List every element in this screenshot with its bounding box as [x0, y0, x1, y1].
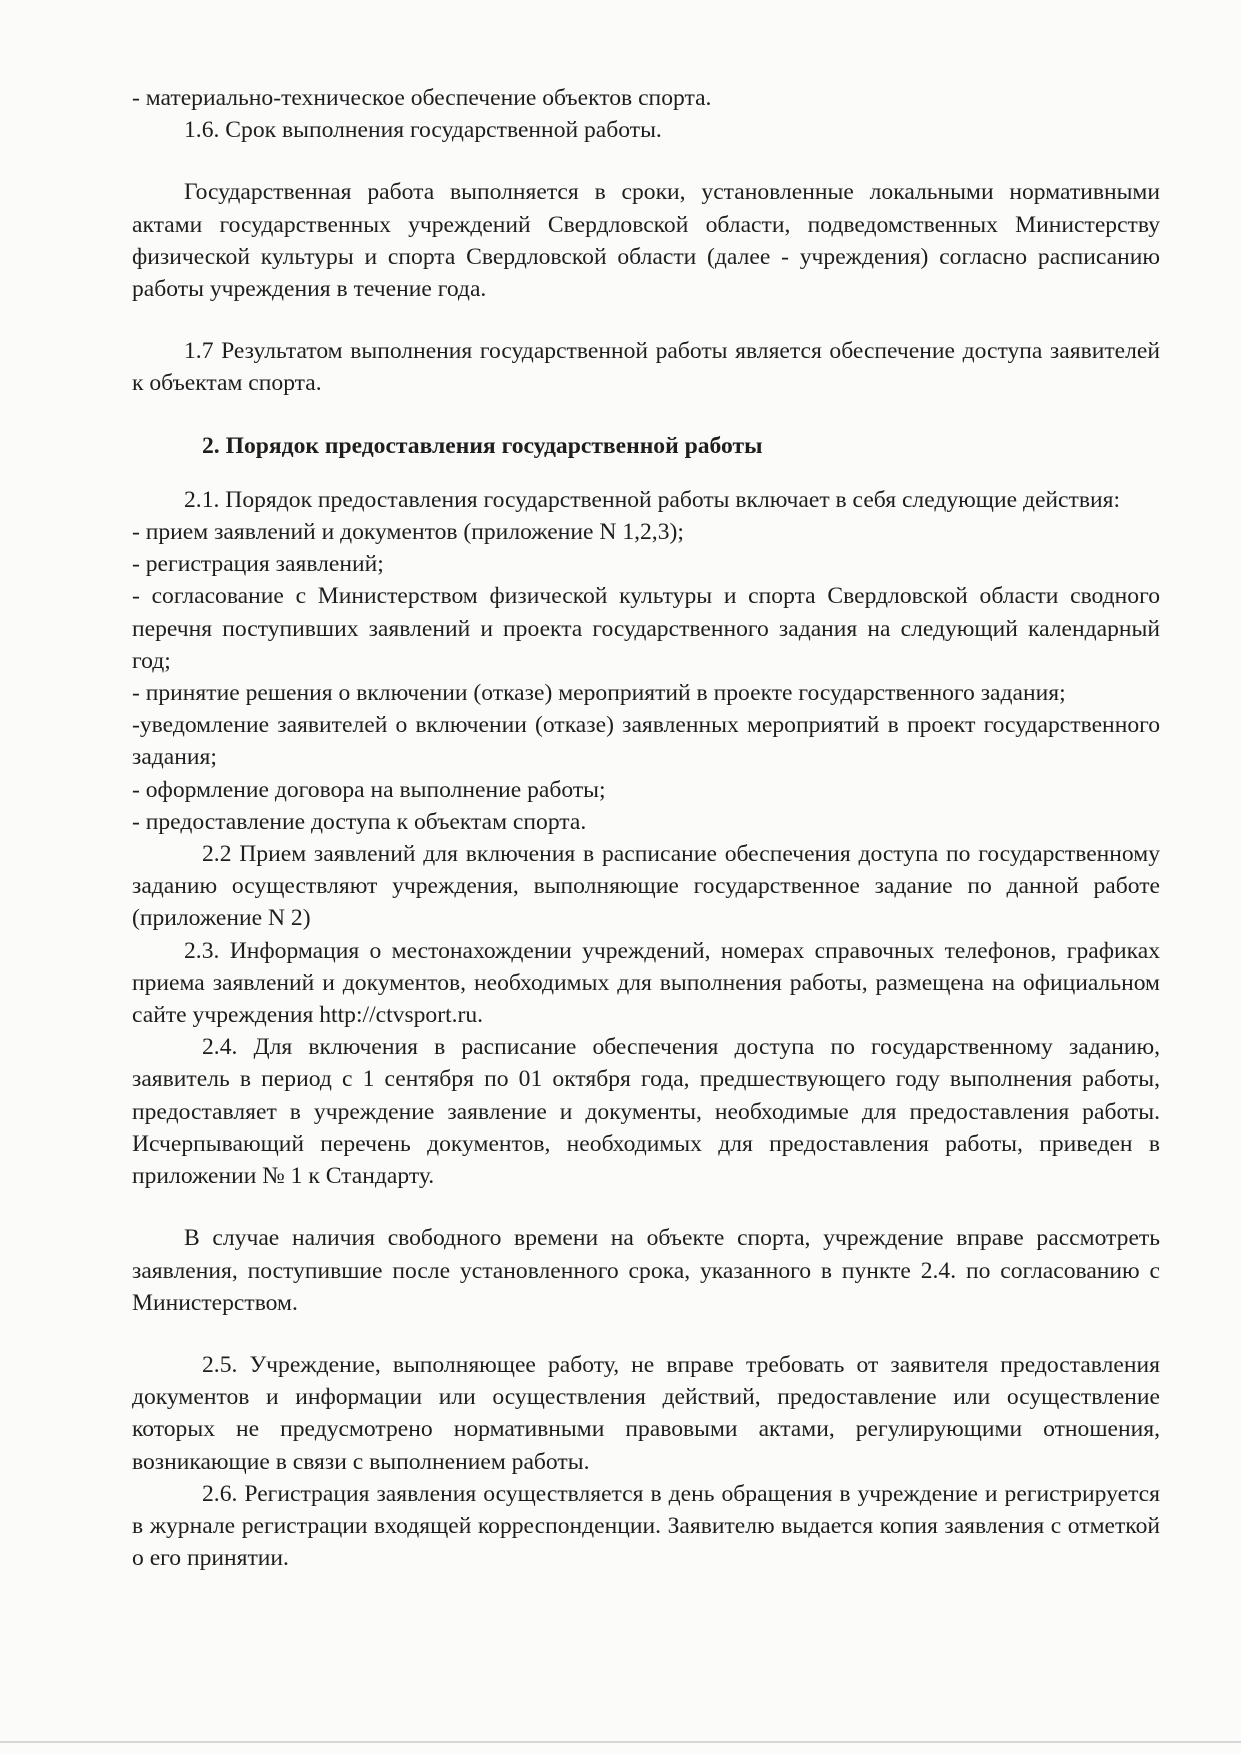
document-body — [132, 82, 1160, 1574]
line-material-support: - материально-техническое обеспечение объектов спорта. — [132, 85, 712, 111]
page-bottom-edge — [0, 1741, 1241, 1743]
clause-free-time: В случае наличия свободного времени на объекте спорта, учреждение вправе рассмотреть заявления, поступившие после установленного срока, указанного в пункте 2.4. по согласованию с Министерством. — [132, 1225, 1160, 1316]
action-item: - регистрация заявлений; — [132, 551, 384, 578]
clause-2-6: 2.6. Регистрация заявления осуществляется в день обращения в учреждение и регистрируется в журнале регистрации входящей корреспонденции. Заявителю выдается копия заявления с отметкой о его принятии. — [132, 1480, 1160, 1572]
action-item: -уведомление заявителей о включении (отказе) заявленных мероприятий в проект государственного задания; — [132, 712, 1160, 771]
action-item: - оформление договора на выполнение работы; — [132, 776, 606, 803]
action-item: - принятие решения о включении (отказе) мероприятий в проекте государственного задания; — [132, 680, 1066, 707]
section-2-heading: 2. Порядок предоставления государственной работы — [202, 432, 763, 459]
clause-2-2: 2.2 Прием заявлений для включения в расписание обеспечения доступа по государственному заданию осуществляют учреждения, выполняющие государственное задание по данной работе (приложение N 2) — [132, 841, 1160, 932]
clause-1-6-text: Государственная работа выполняется в сроки, установленные локальными нормативными актами государственных учреждений Свердловской области, подведомственных Министерству физической культуры и спорта Свердловской области (далее - учреждения) согласно расписанию работы учреждения в течение года. — [132, 179, 1160, 303]
action-item: - прием заявлений и документов (приложение N 1,2,3); — [132, 519, 684, 546]
clause-1-6-title: 1.6. Срок выполнения государственной работы. — [184, 117, 662, 144]
clause-1-7: 1.7 Результатом выполнения государственной работы является обеспечение доступа заявителей к объектам спорта. — [132, 338, 1160, 397]
clause-2-4: 2.4. Для включения в расписание обеспечения доступа по государственному заданию, заявитель в период с 1 сентября по 01 октября года, предшествующего году выполнения работы, предоставляет в учреждение заявление и документы, необходимые для предоставления работы. Исчерпывающий перечень документов, необходимых для предоставления работы, приведен в приложении № 1 к Стандарту. — [132, 1034, 1160, 1190]
clause-2-5: 2.5. Учреждение, выполняющее работу, не вправе требовать от заявителя предоставления документов и информации или осуществления действий, предоставление или осуществление которых не предусмотрено нормативными правовыми актами, регулирующими отношения, возникающие в связи с выполнением работы. — [132, 1351, 1160, 1475]
clause-2-1: 2.1. Порядок предоставления государственной работы включает в себя следующие действия: — [184, 486, 1121, 513]
clause-2-3: 2.3. Информация о местонахождении учреждений, номерах справочных телефонов, графиках приема заявлений и документов, необходимых для выполнения работы, размещена на официальном сайте учреждения http://ctvsport.ru. — [132, 937, 1160, 1029]
action-item: - предоставление доступа к объектам спорта. — [132, 808, 587, 835]
action-item: - согласование с Министерством физической культуры и спорта Свердловской области сводного перечня поступивших заявлений и проекта государственного задания на следующий календарный год; — [132, 583, 1160, 674]
